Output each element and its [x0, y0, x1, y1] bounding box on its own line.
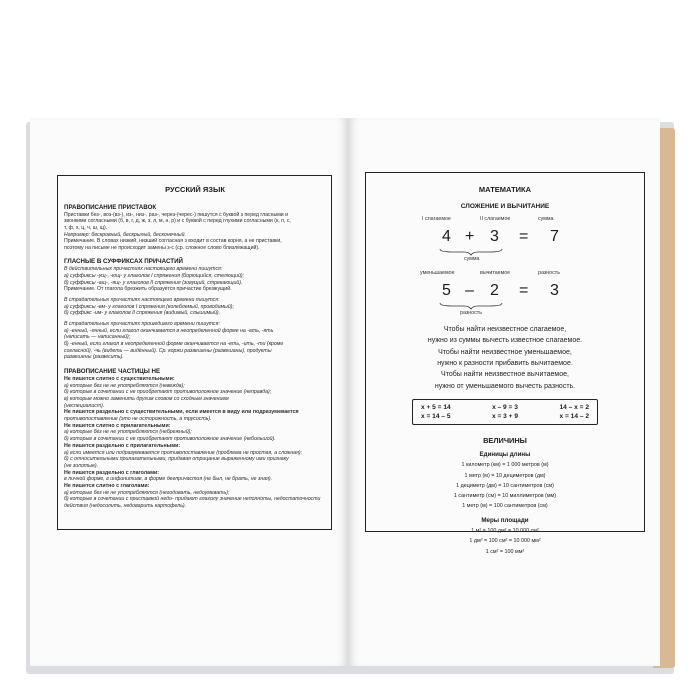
section-heading-suffixes: ГЛАСНЫЕ В СУФФИКСАХ ПРИЧАСТИЙ	[64, 258, 183, 266]
addition-terms	[372, 216, 638, 228]
addition-brace	[372, 248, 638, 256]
example: 14 – x = 2	[559, 403, 589, 411]
rule-line: Чтобы найти неизвестное вычитаемое,	[441, 371, 569, 379]
equals: =	[519, 228, 529, 245]
operand: 5	[442, 282, 451, 299]
unit-line: 1 километр (км) = 1 000 метров (м)	[461, 462, 549, 469]
area-units-title: Меры площади	[481, 517, 529, 525]
text-line: а) которые без не не употребляются (небрежный);	[64, 429, 192, 436]
rule-heading: Не пишется раздельно с глаголами:	[64, 469, 160, 476]
text-line: а) -енный, -янный, если глагол оканчивается в неопределенной форме на -ать, -ять	[64, 327, 274, 334]
rule-heading: Не пишется раздельно с прилагательными:	[64, 442, 181, 449]
equals: =	[519, 282, 529, 299]
rule-line: нужно из суммы вычесть известное слагаемое.	[427, 337, 583, 345]
subtraction-equation	[372, 282, 638, 302]
rule-line: Чтобы найти неизвестное слагаемое,	[443, 326, 567, 333]
term-label: I слагаемое	[422, 216, 451, 222]
text-line: б) суффиксы -ащ-, -ящ- у глаголов II спряжения (зовущий, стрекающий).	[64, 279, 243, 286]
section-heading-particle-ne: ПРАВОПИСАНИЕ ЧАСТИЦЫ НЕ	[64, 367, 161, 375]
math-section	[372, 181, 638, 557]
math-title: МАТЕМАТИКА	[478, 185, 532, 194]
rule-line: нужно от уменьшаемого вычесть разность.	[434, 382, 576, 390]
russian-title: РУССКИЙ ЯЗЫК	[165, 185, 225, 194]
section-heading-add-sub: СЛОЖЕНИЕ И ВЫЧИТАНИЕ	[460, 203, 550, 210]
text-line: а) которые без не не употребляются (невежда);	[64, 382, 185, 389]
text-line: б) суффикс -им- у глаголов II спряжения (видимый, слышимый).	[64, 310, 221, 317]
term-label: сумма	[538, 216, 554, 222]
text-line: т, ф, х, ц, ч, ш, щ).	[64, 224, 108, 231]
text-line: В действительных причастиях настоящего времени пишутся:	[64, 266, 223, 273]
text-line: а) если имеется или подразумевается противопоставление (проблема не простая, а сложная);	[64, 449, 303, 456]
text-line: а) суффиксы -ущ-, -ющ- у глаголов I спряжения (борющийся, стелющий);	[64, 273, 245, 280]
rules-block	[372, 324, 638, 392]
operand: 4	[442, 228, 451, 245]
section-heading-prefixes: ПРАВОПИСАНИЕ ПРИСТАВОК	[64, 203, 157, 211]
text-line: в личной форме, в инфинитиве, в форме деепричастия (не был, не брать, не зная).	[64, 476, 273, 483]
text-line: б) с относительными прилагательными, придавая отрицание выраженному ими признаку	[64, 456, 289, 463]
operand: 2	[490, 282, 499, 299]
text-line: Приставки без-, воз-(вз-), из-, низ-, раз-, через-(черес-) пишутся с буквой з перед гласными и	[64, 211, 288, 218]
example: x + 5 = 14	[421, 403, 451, 411]
text-line: а) суффиксы -ем- у глаголов I спряжения (колеблемый, проводимый);	[64, 303, 234, 310]
text-line: Примечание. В словах низкий, низший согласная з входит в состав корня, а не приставки,	[64, 238, 282, 245]
rule-heading: Не пишется раздельно с существительными, если имеется в виду или подразумевается	[64, 409, 299, 416]
unit-line: 1 м² = 100 дм² = 10 000 см²	[471, 528, 539, 535]
term-label: уменьшаемое	[420, 270, 455, 276]
result: 7	[550, 228, 559, 245]
rule-heading: Не пишется слитно с существительными:	[64, 375, 175, 382]
text-line: (написать — написанный);	[64, 334, 131, 341]
text-line: б) которые в сочетании с не приобретают противоположное значение (неправда);	[64, 389, 272, 396]
rule-line: Чтобы найти неизвестное уменьшаемое,	[438, 348, 572, 356]
example: x = 14 – 2	[559, 413, 589, 421]
unit-line: 1 см² = 100 мм²	[485, 548, 525, 555]
text-line: поэтому на письме не происходит замены з-с (ср. сложное слово близлежащий).	[64, 244, 260, 251]
text-line: В страдательных причастиях настоящего времени пишутся:	[64, 297, 220, 304]
text-line: действия (недосолить, недоварить картофель).	[64, 503, 187, 509]
text-line: Например: бескровный, бескрылый, бесконечный.	[64, 231, 186, 238]
unit-line: 1 сантиметр (см) = 10 миллиметров (мм)	[453, 492, 557, 499]
text-line: звонкими согласными (б, в, г, д, ж, з, л, м, н, р) и с буквой с перед глухими согласными (к, п, с,	[64, 218, 291, 225]
unit-line: 1 метр (м) = 10 дециметров (дм)	[464, 472, 546, 479]
text-line: Примечание. От глагола брезжить образуется причастие брезжущий.	[64, 286, 232, 293]
text-line: б) которые в сочетании с приставкой недо- придают глаголу значение неполноты, недостаточности	[64, 496, 321, 503]
text-line: в) которые можно заменить другим словом со сходным значением	[64, 395, 229, 402]
brace-label: сумма	[464, 256, 480, 262]
text-line: развешены (развесить).	[64, 354, 124, 361]
text-line: (неспециалист).	[64, 402, 105, 409]
addition-equation	[372, 228, 638, 248]
example-row	[421, 403, 589, 412]
text-line: (не золотые).	[64, 462, 99, 469]
russian-section	[64, 181, 326, 510]
example-row	[421, 412, 589, 421]
unit-line: 1 метр (м) = 100 сантиметров (см)	[462, 503, 548, 510]
example: x = 14 – 5	[421, 413, 451, 421]
term-label: вычитаемое	[480, 270, 511, 276]
example: x = 3 + 9	[491, 413, 519, 421]
text-line: б) -енный, если глагол в неопределенной форме оканчивается на -еть, -ить, -ти (кроме	[64, 340, 284, 347]
length-units-list	[372, 460, 638, 511]
operator: –	[465, 282, 474, 299]
term-label: разность	[538, 270, 560, 276]
unit-line: 1 дм² = 100 см² = 10 000 мм²	[469, 538, 541, 545]
rule-line: нужно к разности прибавить вычитаемое.	[437, 359, 573, 367]
area-units-list	[372, 526, 638, 556]
example: x – 9 = 3	[492, 403, 518, 411]
examples-box	[412, 399, 598, 425]
subtraction-terms	[372, 270, 638, 282]
result: 3	[550, 282, 559, 299]
unit-line: 1 дециметр (дм) = 10 сантиметров (см)	[456, 482, 554, 489]
length-units-title: Единицы длины	[479, 451, 531, 459]
text-line: противопоставление (это не осторожность, а трусость).	[64, 416, 212, 423]
rule-heading: Не пишется слитно с прилагательными:	[64, 422, 171, 429]
operator: +	[465, 228, 475, 245]
section-heading-quantities: ВЕЛИЧИНЫ	[483, 436, 527, 446]
text-line: согласной), -чь (видеть — видённый). Ср. коржи развешены (развешаны), продукты	[64, 347, 272, 354]
text-line: В страдательных причастиях прошедшего времени пишутся:	[64, 321, 220, 327]
operand: 3	[490, 228, 499, 245]
rule-heading: Не пишется слитно с глаголами:	[64, 482, 150, 489]
text-line: а) которые без не не употребляются (негодовать, недоумевать);	[64, 489, 230, 496]
brace-label: разность	[460, 310, 482, 316]
text-line: б) которые в сочетании с не приобретают противоположное значение (небольшой).	[64, 436, 276, 443]
subtraction-brace	[372, 302, 638, 310]
term-label: II слагаемое	[480, 216, 511, 222]
